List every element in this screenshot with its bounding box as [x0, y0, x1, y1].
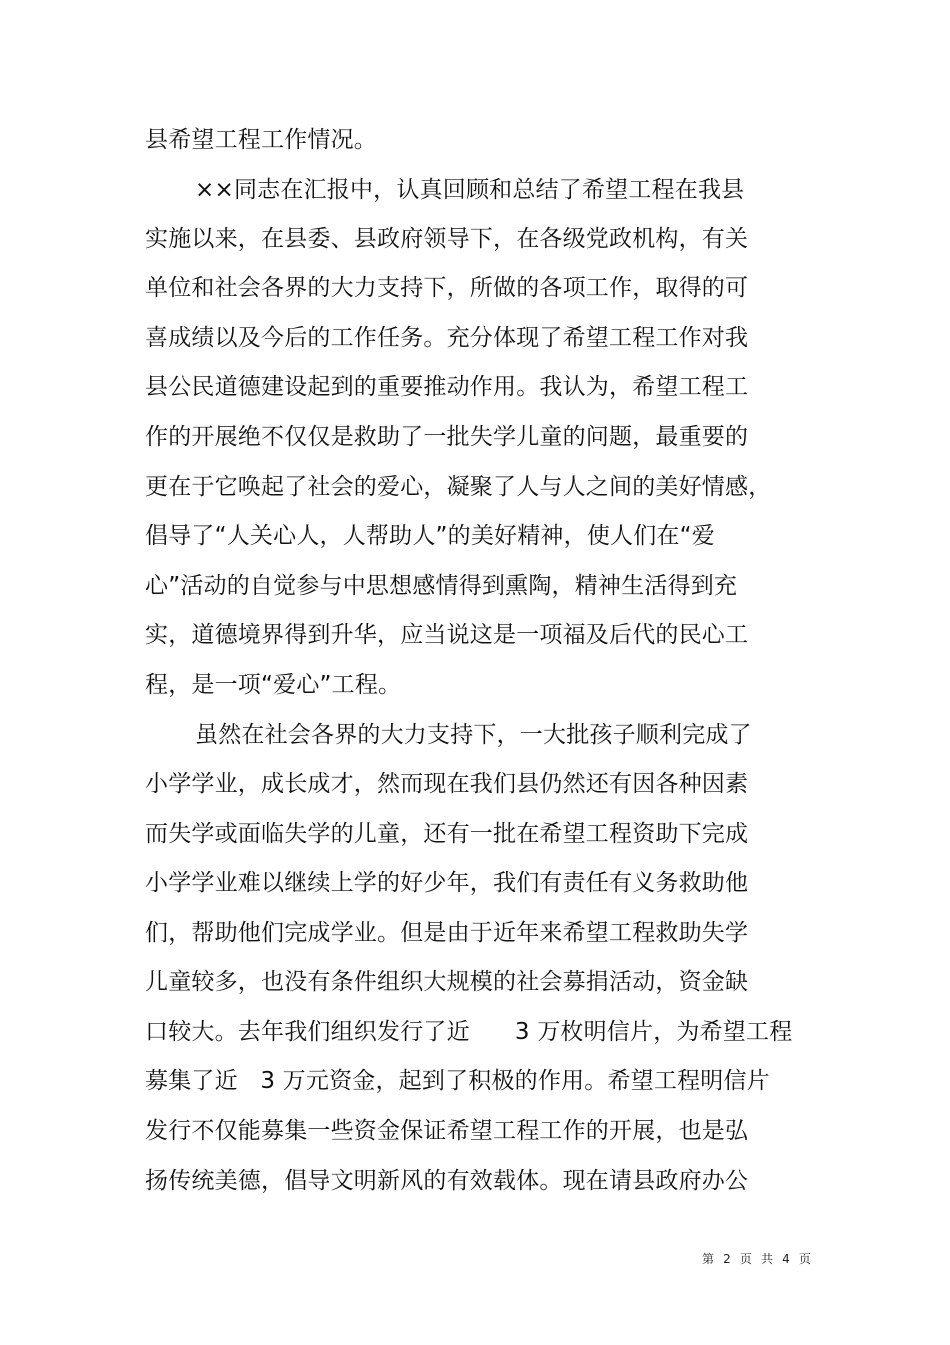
paragraph-first-line: ××同志在汇报中，认真回顾和总结了希望工程在我县 [195, 177, 745, 203]
text-line: 心”活动的自觉参与中思想感情得到熏陶，精神生活得到充 [145, 573, 738, 599]
text-line: 扬传统美德，倡导文明新风的有效载体。现在请县政府办公 [145, 1168, 749, 1194]
text-line: 募集了近 3 万元资金，起到了积极的作用。希望工程明信片 [145, 1068, 770, 1094]
paragraph-first-line: 虽然在社会各界的大力支持下，一大批孩子顺利完成了 [195, 722, 752, 748]
text-line: 儿童较多，也没有条件组织大规模的社会募捐活动，资金缺 [145, 969, 749, 995]
text-line: 更在于它唤起了社会的爱心，凝聚了人与人之间的美好情感， [145, 474, 772, 500]
text-line: 县公民道德建设起到的重要推动作用。我认为，希望工程工 [145, 374, 749, 400]
text-line: 喜成绩以及今后的工作任务。充分体现了希望工程工作对我 [145, 325, 749, 351]
text-line: 程，是一项“爱心”工程。 [145, 672, 402, 698]
text-line: 单位和社会各界的大力支持下，所做的各项工作，取得的可 [145, 275, 749, 301]
text-line: 实，道德境界得到升华，应当说这是一项福及后代的民心工 [145, 622, 749, 648]
text-line: 倡导了“人关心人，人帮助人”的美好精神，使人们在“爱 [145, 523, 715, 549]
text-line: 县希望工程工作情况。 [145, 127, 377, 153]
text-line: 们，帮助他们完成学业。但是由于近年来希望工程救助失学 [145, 920, 749, 946]
text-line: 而失学或面临失学的儿童，还有一批在希望工程资助下完成 [145, 821, 749, 847]
text-line: 口较大。去年我们组织发行了近 3 万枚明信片，为希望工程 [145, 1019, 793, 1045]
text-line: 实施以来，在县委、县政府领导下，在各级党政机构，有关 [145, 226, 749, 252]
text-line: 作的开展绝不仅仅是救助了一批失学儿童的问题，最重要的 [145, 424, 749, 450]
text-line: 小学学业难以继续上学的好少年，我们有责任有义务救助他 [145, 870, 749, 896]
text-line: 小学学业，成长成才，然而现在我们县仍然还有因各种因素 [145, 771, 749, 797]
page-number-footer: 第 2 页 共 4 页 [702, 1252, 812, 1266]
text-line: 发行不仅能募集一些资金保证希望工程工作的开展，也是弘 [145, 1118, 749, 1144]
